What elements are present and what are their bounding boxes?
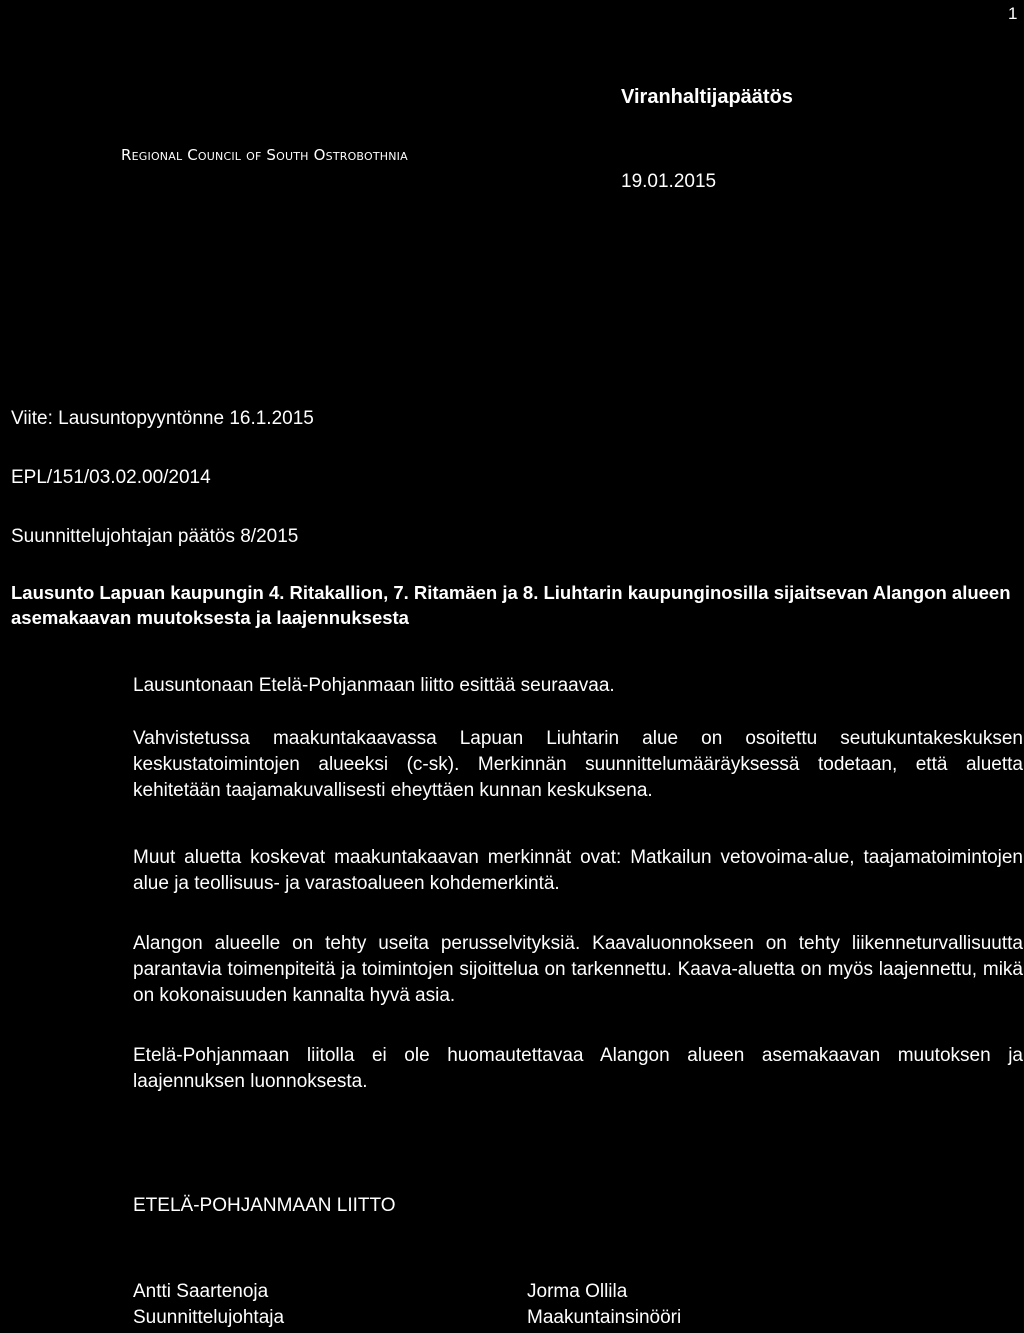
case-number: EPL/151/03.02.00/2014 <box>11 467 211 488</box>
signature-organization: ETELÄ-POHJANMAAN LIITTO <box>133 1195 396 1216</box>
paragraph-other-markings: Muut aluetta koskevat maakuntakaavan merkinnät ovat: Matkailun vetovoima-alue, taajamatoimintojen alue ja teollisuus- ja varastoalueen kohdemerkintä. <box>133 847 1023 894</box>
signer-block-1 <box>133 1279 284 1331</box>
document-date: 19.01.2015 <box>621 171 717 192</box>
document-title: Lausunto Lapuan kaupungin 4. Ritakallion, 7. Ritamäen ja 8. Liuhtarin kaupunginosilla sijaitsevan Alangon alueen asemakaavan muutoksesta ja laajennuksesta <box>11 582 1011 628</box>
signer-name: Antti Saartenoja <box>133 1281 269 1302</box>
reference-line: Viite: Lausuntopyyntönne 16.1.2015 <box>11 408 314 429</box>
page-number: 1 <box>1008 4 1018 23</box>
signer-block-2 <box>527 1279 681 1331</box>
paragraph-studies: Alangon alueelle on tehty useita perusselvityksiä. Kaavaluonnokseen on tehty liikenneturvallisuutta parantavia toimenpiteitä ja toimintojen sijoittelua on tarkennettu. Kaava-aluetta on myös laajennettu, mikä on kokonaisuuden kannalta hyvä asia. <box>133 933 1023 1006</box>
paragraph-conclusion: Etelä-Pohjanmaan liitolla ei ole huomautettavaa Alangon alueen asemakaavan muutoksen ja laajennuksen luonnoksesta. <box>133 1045 1023 1092</box>
signer-name: Jorma Ollila <box>527 1281 628 1302</box>
paragraph-regional-plan: Vahvistetussa maakuntakaavassa Lapuan Liuhtarin alue on osoitettu seutukuntakeskuksen keskustatoimintojen alueeksi (c-sk). Merkinnän suunnittelumääräyksessä todetaan, että aluetta kehitetään taajamakuvallisesti eheyttäen kunnan keskuksena. <box>133 728 1023 801</box>
document-type: Viranhaltijapäätös <box>621 86 793 108</box>
decision-number: Suunnittelujohtajan päätös 8/2015 <box>11 526 299 547</box>
paragraph-intro: Lausuntonaan Etelä-Pohjanmaan liitto esittää seuraavaa. <box>133 675 615 696</box>
signer-title: Maakuntainsinööri <box>527 1307 682 1328</box>
signer-title: Suunnittelujohtaja <box>133 1307 285 1328</box>
organization-logo-text: Regional Council of South Ostrobothnia <box>121 146 408 164</box>
